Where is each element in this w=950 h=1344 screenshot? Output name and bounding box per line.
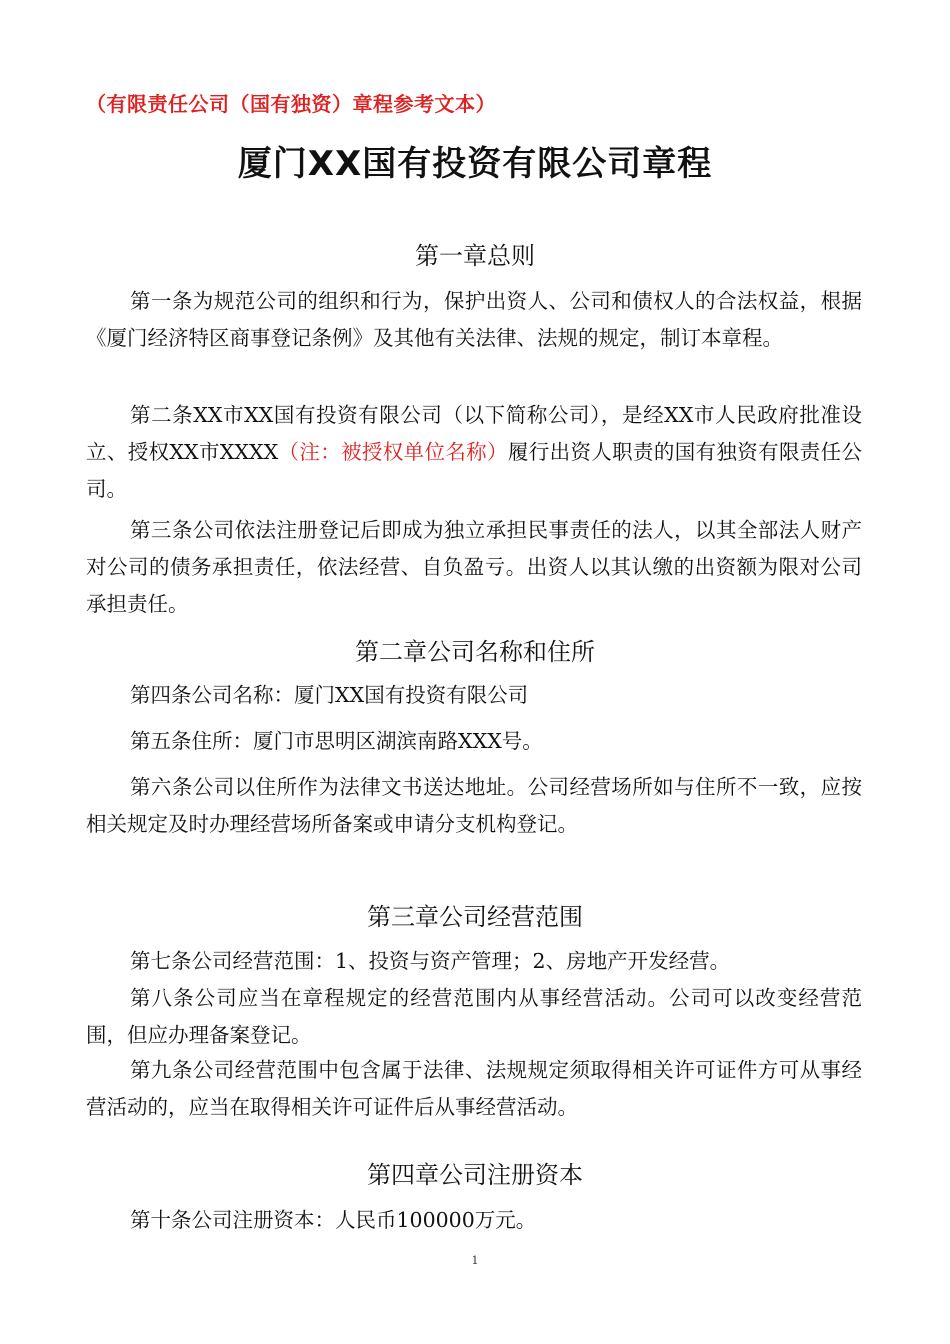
chapter-1-heading: 第一章总则 xyxy=(415,242,535,270)
article-5: 第五条住所：厦门市思明区湖滨南路XXX号。 xyxy=(130,729,543,753)
page-title: 厦门XX国有投资有限公司章程 xyxy=(237,144,713,184)
article-6: 第六条公司以住所作为法律文书送达地址。公司经营场所如与住所不一致，应按相关规定及时办理经营场所备案或申请分支机构登记。 xyxy=(86,775,862,836)
article-2-text-2: 履行出资人职责的国有独资有限责任公司。 xyxy=(86,440,863,501)
article-2-text-1: 第二条XX市XX国有投资有限公司（以下简称公司），是经XX市人民政府批准设立、授权XX市XXXX xyxy=(86,403,862,464)
article-3: 第三条公司依法注册登记后即成为独立承担民事责任的法人，以其全部法人财产对公司的债务承担责任，依法经营、自负盈亏。出资人以其认缴的出资额为限对公司承担责任。 xyxy=(86,518,862,616)
article-8: 第八条公司应当在章程规定的经营范围内从事经营活动。公司可以改变经营范围，但应办理备案登记。 xyxy=(86,986,862,1047)
reference-note: （有限责任公司（国有独资）章程参考文本） xyxy=(86,92,496,116)
chapter-2-heading: 第二章公司名称和住所 xyxy=(355,638,595,666)
article-4: 第四条公司名称：厦门XX国有投资有限公司 xyxy=(130,683,529,707)
article-1: 第一条为规范公司的组织和行为，保护出资人、公司和债权人的合法权益，根据《厦门经济特区商事登记条例》及其他有关法律、法规的规定，制订本章程。 xyxy=(86,289,862,350)
article-2 xyxy=(86,397,862,508)
chapter-4-heading: 第四章公司注册资本 xyxy=(367,1161,583,1189)
page-number: 1 xyxy=(471,1254,479,1267)
chapter-3-heading: 第三章公司经营范围 xyxy=(367,903,583,931)
article-7: 第七条公司经营范围：1、投资与资产管理；2、房地产开发经营。 xyxy=(130,949,731,973)
article-10: 第十条公司注册资本：人民币100000万元。 xyxy=(130,1208,537,1232)
article-9: 第九条公司经营范围中包含属于法律、法规规定须取得相关许可证件方可从事经营活动的，应当在取得相关许可证件后从事经营活动。 xyxy=(86,1058,862,1119)
article-2-note: （注：被授权单位名称） xyxy=(278,440,508,464)
